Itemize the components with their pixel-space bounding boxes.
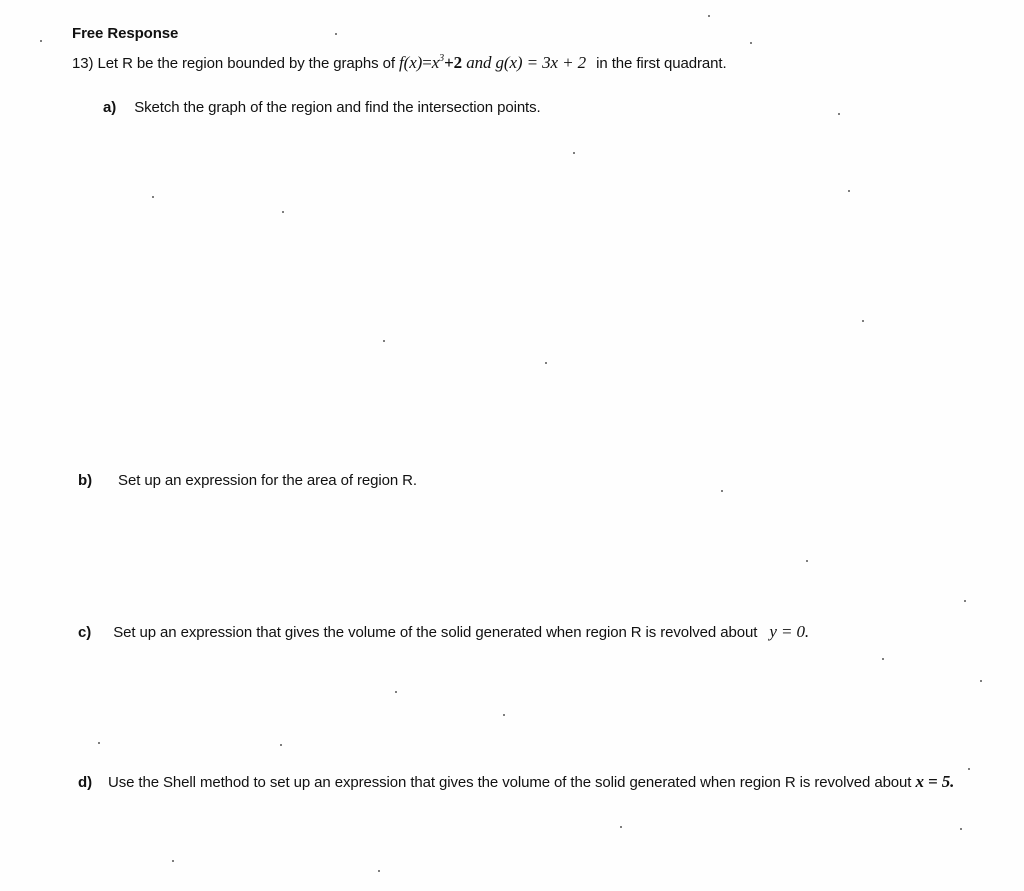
part-d — [78, 771, 958, 794]
part-d-text: Use the Shell method to set up an expression that gives the volume of the solid generated when region R is revolved about — [107, 774, 912, 791]
f-base: x — [431, 53, 440, 72]
part-c-text: Set up an expression that gives the volume of the solid generated when region R is revolved about — [113, 624, 758, 641]
g-expression: g(x) = 3x + 2 — [495, 53, 587, 72]
f-eq: = — [422, 53, 432, 72]
question-prefix: 13) Let R be the region bounded by the graphs of — [72, 55, 395, 72]
f-expression — [399, 53, 466, 72]
f-lhs: f(x) — [399, 53, 423, 72]
part-d-math: x = 5. — [915, 772, 955, 791]
section-heading: Free Response — [72, 25, 179, 42]
part-a — [103, 99, 541, 116]
part-b-label: b) — [78, 472, 92, 489]
part-a-label: a) — [103, 99, 117, 116]
part-c-math: y = 0. — [769, 622, 810, 641]
question-13 — [72, 53, 727, 73]
question-suffix: in the first quadrant. — [596, 55, 727, 72]
part-a-text: Sketch the graph of the region and find the intersection points. — [134, 99, 541, 116]
part-c — [78, 622, 809, 642]
part-b — [78, 472, 417, 489]
f-exponent: 3 — [439, 53, 445, 64]
f-tail: +2 — [444, 53, 463, 72]
part-b-text: Set up an expression for the area of region R. — [118, 472, 417, 489]
part-d-label: d) — [78, 774, 92, 791]
and-word: and — [466, 53, 492, 72]
part-c-label: c) — [78, 624, 92, 641]
